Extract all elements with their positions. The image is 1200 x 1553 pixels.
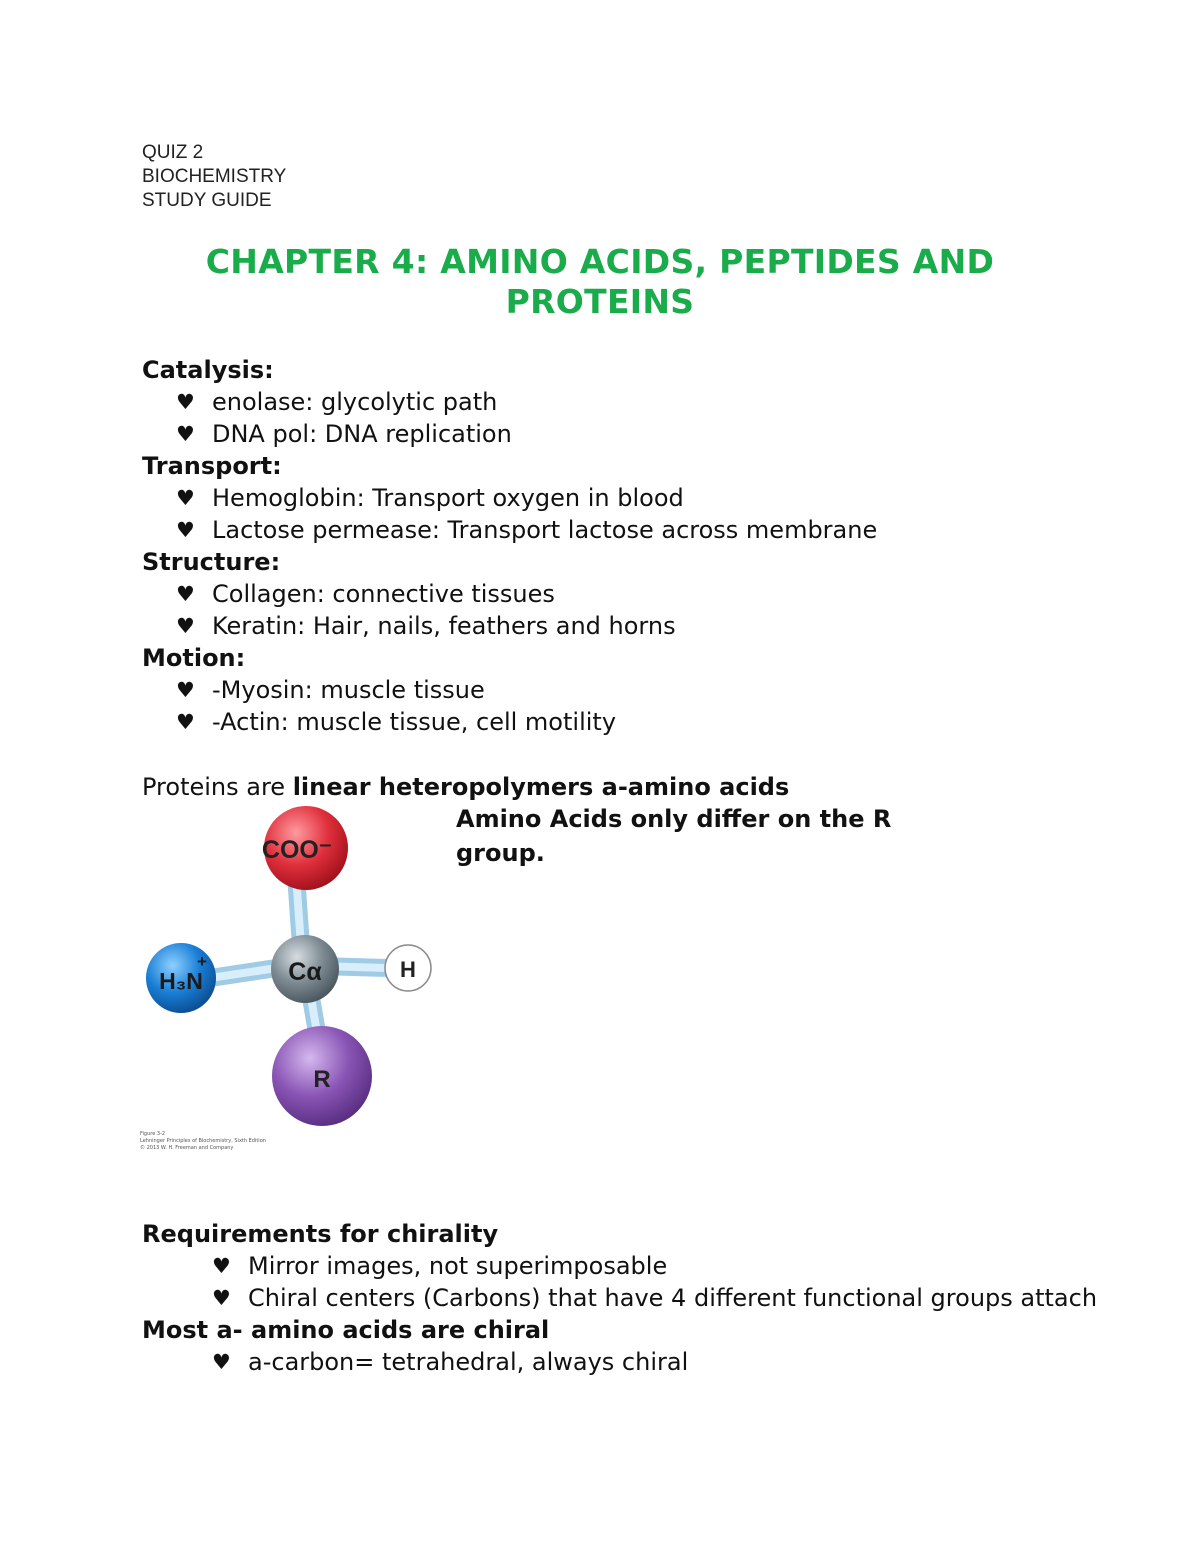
section-transport	[142, 450, 1102, 546]
list-item: ♥ enolase: glycolytic path	[176, 388, 498, 416]
proteins-statement: Proteins are linear heteropolymers a-amino acids	[142, 773, 790, 801]
heart-bullet-icon: ♥	[176, 582, 195, 606]
chapter-title-line-2: PROTEINS	[505, 282, 695, 321]
list-item: ♥ Chiral centers (Carbons) that have 4 different functional groups attach	[212, 1284, 1098, 1312]
r-group-note: Amino Acids only differ on the R group.	[456, 805, 892, 867]
amino-charge-label: +	[197, 952, 207, 971]
section-motion	[142, 642, 1102, 738]
alpha-carbon-label: Cα	[288, 958, 322, 986]
heart-bullet-icon: ♥	[212, 1350, 231, 1374]
list-item: ♥ Lactose permease: Transport lactose across membrane	[176, 516, 878, 544]
heart-bullet-icon: ♥	[176, 422, 195, 446]
amino-atom	[146, 943, 216, 1013]
list-item: ♥ Mirror images, not superimposable	[212, 1252, 668, 1280]
header-guide: STUDY GUIDE	[142, 190, 272, 211]
heart-bullet-icon: ♥	[176, 390, 195, 414]
amino-acid-diagram	[130, 800, 450, 1160]
proteins-statement-bold: linear heteropolymers a-amino acids	[292, 773, 790, 801]
list-item: ♥ a-carbon= tetrahedral, always chiral	[212, 1348, 689, 1376]
heart-bullet-icon: ♥	[212, 1286, 231, 1310]
list-item: ♥ -Myosin: muscle tissue	[176, 676, 485, 704]
hydrogen-atom	[385, 945, 431, 991]
chirality-heading: Requirements for chirality	[142, 1220, 499, 1248]
amino-label: H₃N	[159, 968, 203, 994]
figure-credit: Figure 3-2 Lehninger Principles of Biochemistry, Sixth Edition © 2013 W. H. Freeman and Company	[140, 1131, 266, 1151]
section-catalysis	[142, 354, 1102, 450]
heart-bullet-icon: ♥	[176, 614, 195, 638]
section-heading: Transport:	[142, 452, 282, 480]
header-quiz: QUIZ 2	[142, 142, 204, 163]
heart-bullet-icon: ♥	[176, 710, 195, 734]
chapter-title	[100, 242, 1100, 322]
header-subject: BIOCHEMISTRY	[142, 166, 287, 187]
heart-bullet-icon: ♥	[212, 1254, 231, 1278]
chirality-section	[142, 1218, 1102, 1378]
heart-bullet-icon: ♥	[176, 678, 195, 702]
list-item: ♥ -Actin: muscle tissue, cell motility	[176, 708, 617, 736]
chiral-amino-acids-heading: Most a- amino acids are chiral	[142, 1316, 550, 1344]
carboxyl-label: COO⁻	[261, 836, 333, 864]
section-heading: Catalysis:	[142, 356, 274, 384]
list-item: ♥ Collagen: connective tissues	[176, 580, 555, 608]
section-heading: Motion:	[142, 644, 246, 672]
alpha-carbon-atom	[271, 935, 339, 1003]
document-header	[142, 141, 286, 213]
chapter-title-line-1: CHAPTER 4: AMINO ACIDS, PEPTIDES AND	[205, 242, 995, 281]
heart-bullet-icon: ♥	[176, 486, 195, 510]
carboxyl-atom	[262, 806, 348, 890]
hydrogen-label: H	[400, 957, 416, 982]
r-group-atom	[272, 1026, 372, 1126]
heart-bullet-icon: ♥	[176, 518, 195, 542]
protein-functions	[142, 354, 1102, 738]
amino-acid-structure-figure	[130, 800, 450, 1160]
r-group-label: R	[313, 1066, 331, 1093]
section-heading: Structure:	[142, 548, 281, 576]
list-item: ♥ DNA pol: DNA replication	[176, 420, 512, 448]
section-structure	[142, 546, 1102, 642]
list-item: ♥ Hemoglobin: Transport oxygen in blood	[176, 484, 684, 512]
list-item: ♥ Keratin: Hair, nails, feathers and horns	[176, 612, 676, 640]
